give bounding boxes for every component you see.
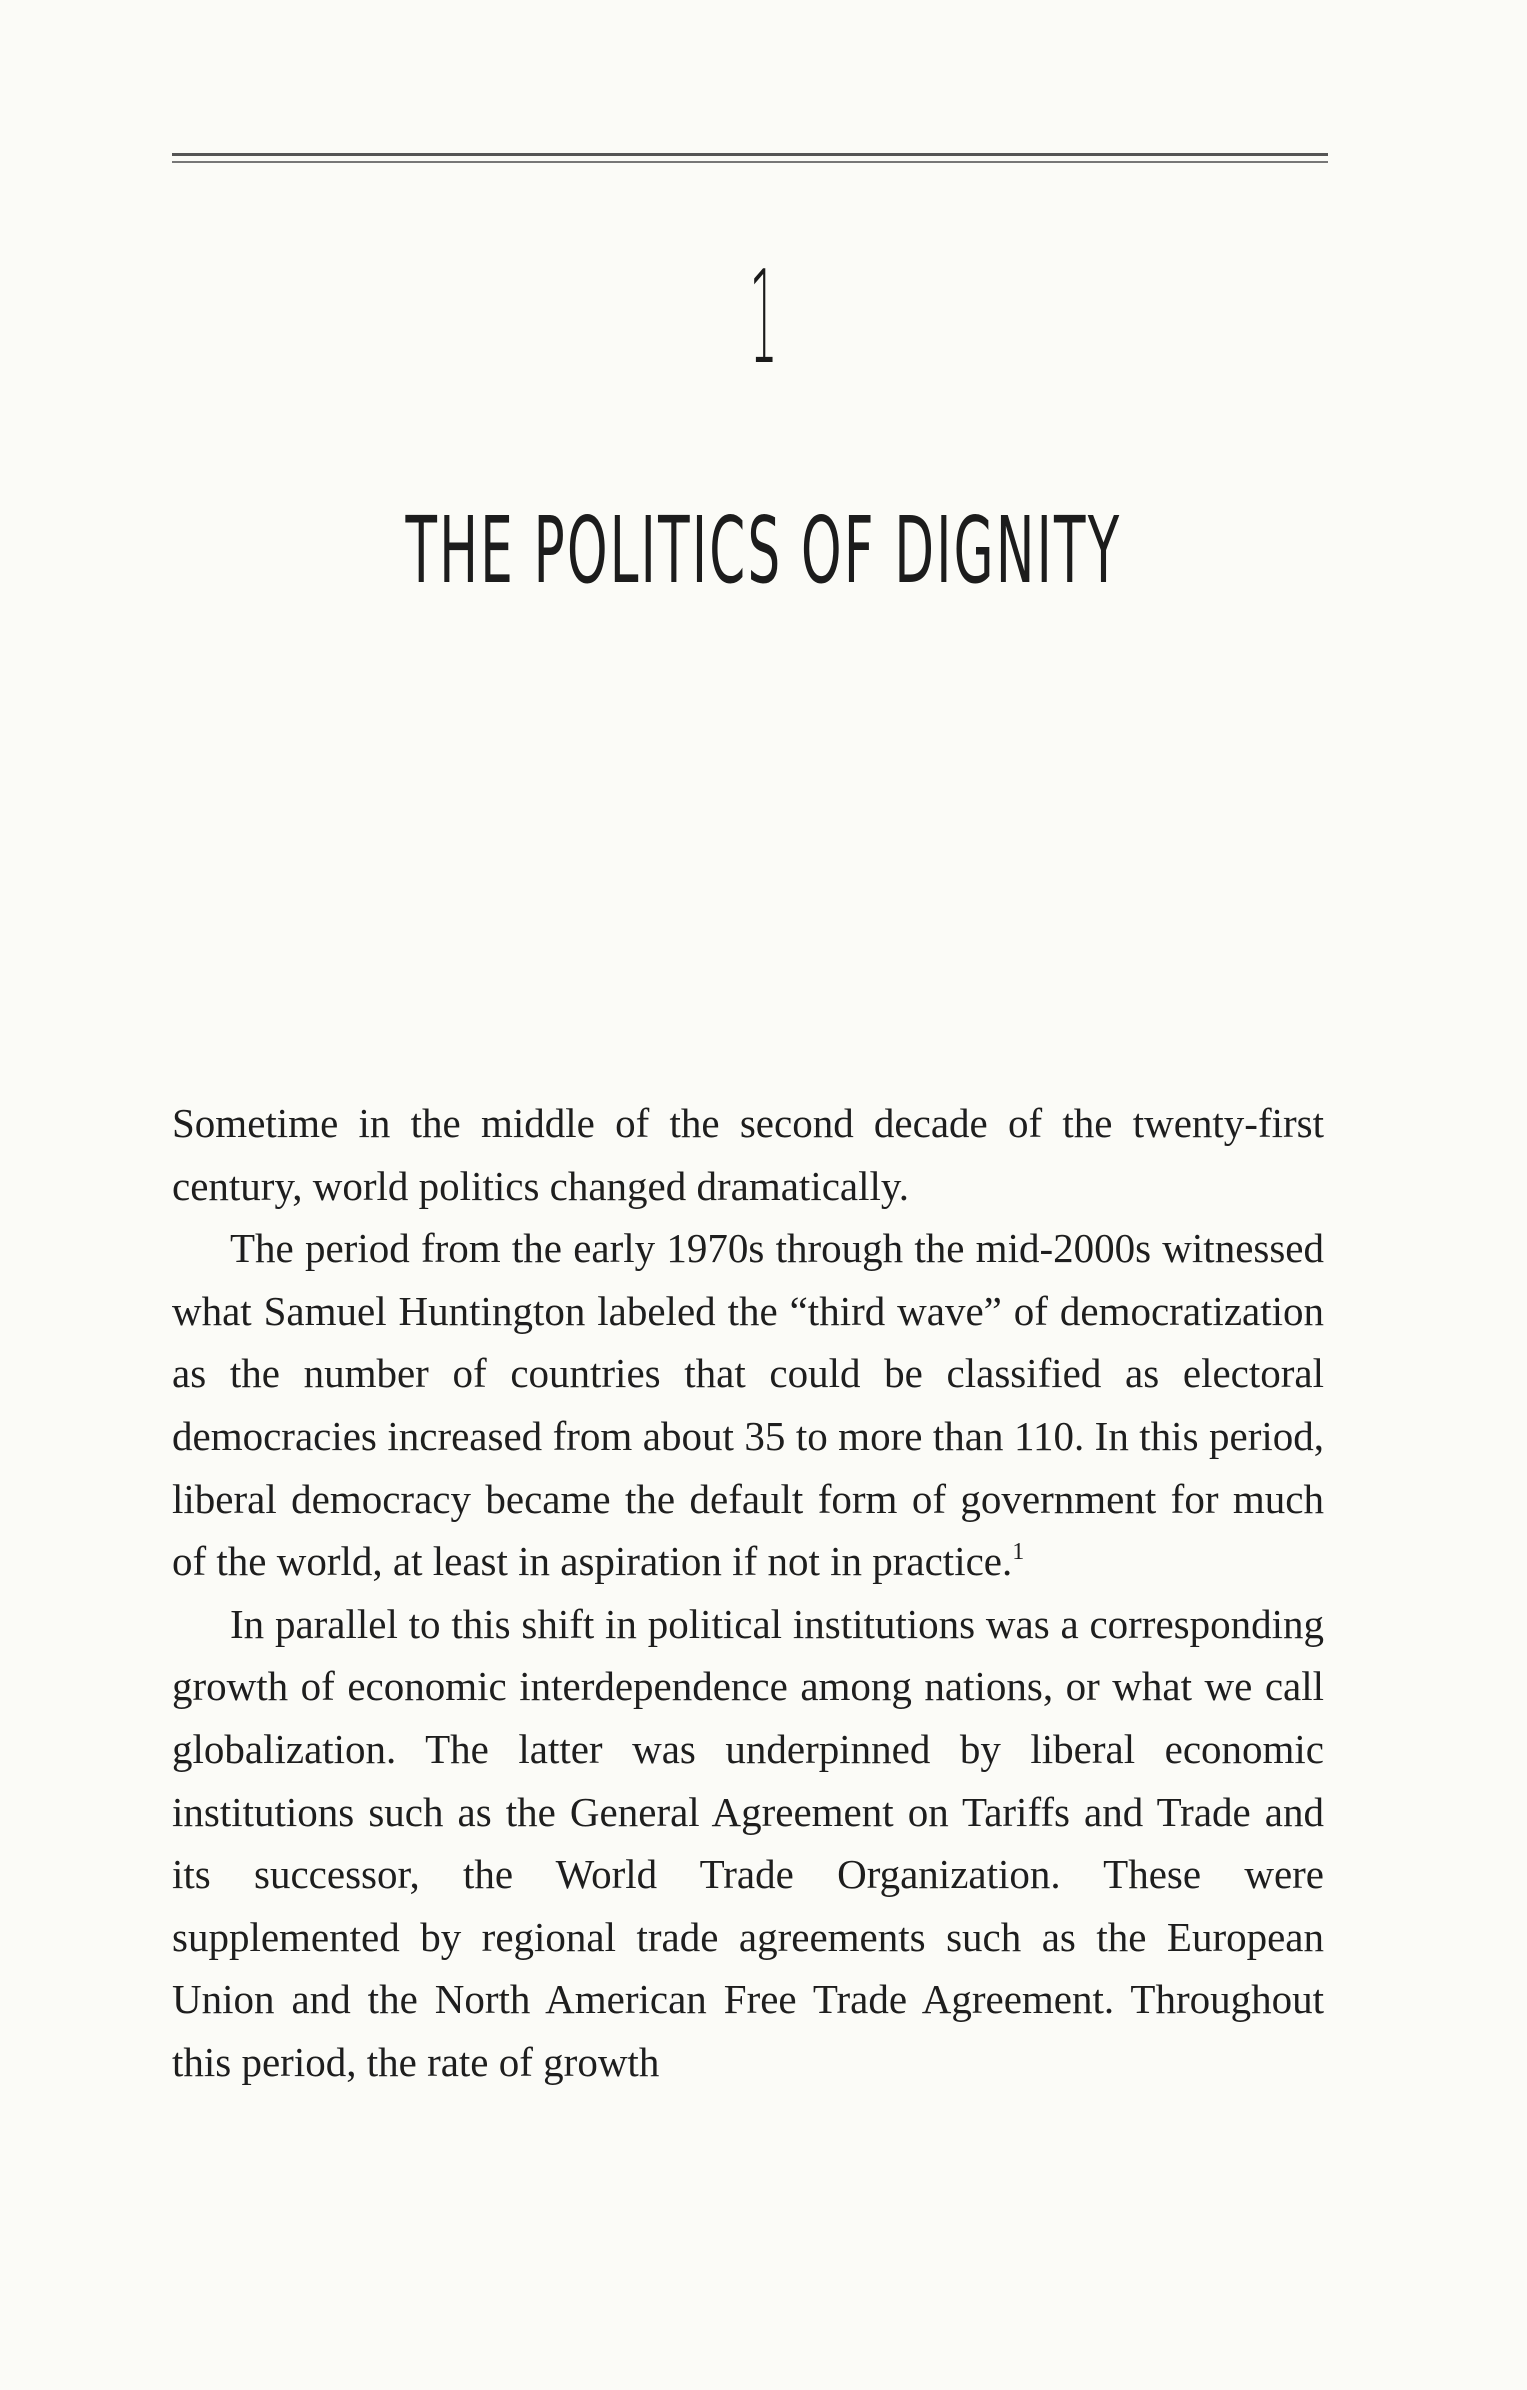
paragraph-2 bbox=[172, 1217, 1324, 1593]
chapter-body bbox=[172, 1092, 1324, 2094]
footnote-marker[interactable]: 1 bbox=[1012, 1539, 1025, 1566]
header-rule-top bbox=[172, 153, 1328, 156]
paragraph-3 bbox=[172, 1593, 1324, 2094]
paragraph-text: The period from the early 1970s through the mid-2000s witnessed what Samuel Huntington labeled the “third wave” of democratization as the number of countries that could be classified as electoral democracies increased from about 35 to more than 110. In this period, liberal democracy became the default form of government for much of the world, at least in aspiration if not in practice. bbox=[172, 1225, 1324, 1585]
header-rule-bottom bbox=[172, 161, 1328, 163]
paragraph-text: In parallel to this shift in political institutions was a corresponding growth of economic interdependence among nations, or what we call globalization. The latter was underpinned by liberal economic institutions such as the General Agreement on Tariffs and Trade and its successor, the World Trade Organization. These were supplemented by regional trade agreements such as the European Union and the North American Free Trade Agreement. Throughout this period, the rate of growth bbox=[172, 1600, 1324, 2085]
chapter-number: 1 bbox=[749, 244, 778, 393]
paragraph-1 bbox=[172, 1092, 1324, 1217]
paragraph-text: Sometime in the middle of the second decade of the twenty-first century, world politics changed dramatically. bbox=[172, 1100, 1324, 1209]
chapter-title: THE POLITICS OF DIGNITY bbox=[405, 497, 1122, 604]
